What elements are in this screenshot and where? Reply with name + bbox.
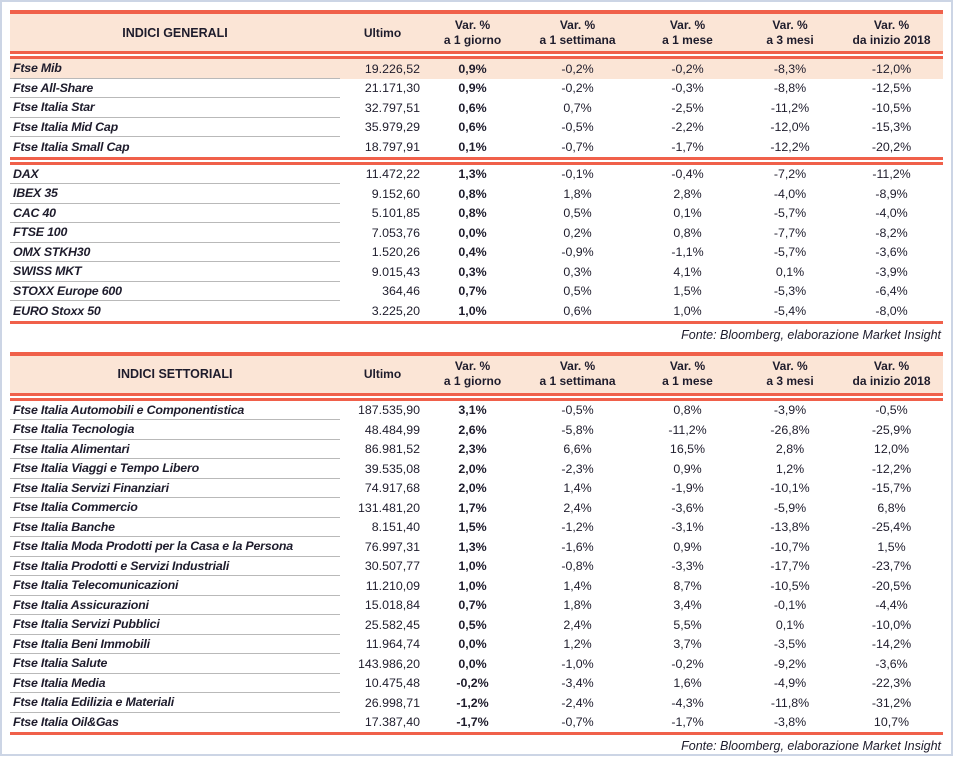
var-1d-value: 0,7% [425, 284, 520, 298]
var-ytd-value: -20,2% [840, 140, 943, 154]
index-name: Ftse Italia Viaggi e Tempo Libero [10, 459, 340, 479]
col-header-var-3-mesi [740, 18, 840, 48]
var-1d-value: 1,3% [425, 167, 520, 181]
var-1w-value: -0,1% [520, 167, 635, 181]
var-ytd-value: -22,3% [840, 676, 943, 690]
indici-generali-section [10, 10, 943, 347]
table-title: INDICI GENERALI [10, 26, 340, 40]
var-1d-value: 2,3% [425, 442, 520, 456]
var-3m-value: -3,9% [740, 403, 840, 417]
indici-settoriali-section [10, 352, 943, 758]
table-row [10, 693, 943, 713]
ultimo-value: 25.582,45 [340, 618, 425, 632]
table-row [10, 282, 943, 302]
var-ytd-value: -10,5% [840, 101, 943, 115]
var-3m-value: -10,1% [740, 481, 840, 495]
var-1m-value: -3,1% [635, 520, 740, 534]
var-1m-value: -3,6% [635, 501, 740, 515]
var-ytd-value: 1,5% [840, 540, 943, 554]
var-1w-value: -1,6% [520, 540, 635, 554]
var-1d-value: 1,0% [425, 579, 520, 593]
var-1m-value: 0,8% [635, 226, 740, 240]
var-1w-value: 1,8% [520, 598, 635, 612]
var-ytd-value: 12,0% [840, 442, 943, 456]
var-ytd-value: -4,4% [840, 598, 943, 612]
var-1m-value: -4,3% [635, 696, 740, 710]
var-1d-value: 0,0% [425, 657, 520, 671]
period-label: a 1 settimana [520, 33, 635, 48]
var-ytd-value: -12,5% [840, 81, 943, 95]
table-row [10, 596, 943, 616]
var-3m-value: -13,8% [740, 520, 840, 534]
var-label: Var. % [425, 359, 520, 374]
col-header-var-1-settimana [520, 359, 635, 389]
var-1d-value: 0,7% [425, 598, 520, 612]
var-ytd-value: 10,7% [840, 715, 943, 729]
var-1w-value: -0,7% [520, 715, 635, 729]
period-label: a 1 giorno [425, 374, 520, 389]
table-row [10, 401, 943, 421]
table-row [10, 262, 943, 282]
ultimo-value: 8.151,40 [340, 520, 425, 534]
var-1d-value: -0,2% [425, 676, 520, 690]
var-1d-value: -1,2% [425, 696, 520, 710]
var-1w-value: -0,5% [520, 403, 635, 417]
index-name: Ftse Italia Oil&Gas [10, 713, 340, 733]
var-1w-value: -0,2% [520, 81, 635, 95]
indici-settoriali-header [10, 356, 943, 393]
var-ytd-value: -4,0% [840, 206, 943, 220]
var-1w-value: -0,7% [520, 140, 635, 154]
index-name: Ftse Italia Media [10, 674, 340, 694]
col-header-var-1-mese [635, 18, 740, 48]
table-row [10, 118, 943, 138]
var-1m-value: -2,2% [635, 120, 740, 134]
var-ytd-value: -0,5% [840, 403, 943, 417]
ultimo-value: 9.015,43 [340, 265, 425, 279]
var-3m-value: -7,2% [740, 167, 840, 181]
ultimo-value: 76.997,31 [340, 540, 425, 554]
var-3m-value: -12,0% [740, 120, 840, 134]
ultimo-value: 19.226,52 [340, 62, 425, 76]
ultimo-value: 143.986,20 [340, 657, 425, 671]
var-1w-value: 0,2% [520, 226, 635, 240]
var-ytd-value: -8,0% [840, 304, 943, 318]
index-name: Ftse Mib [10, 59, 340, 79]
var-1d-value: 2,6% [425, 423, 520, 437]
var-label: Var. % [635, 18, 740, 33]
var-3m-value: -7,7% [740, 226, 840, 240]
table-row [10, 518, 943, 538]
var-1w-value: -1,2% [520, 520, 635, 534]
col-header-ultimo: Ultimo [340, 26, 425, 40]
var-label: Var. % [840, 18, 943, 33]
table-row [10, 223, 943, 243]
var-1m-value: -0,3% [635, 81, 740, 95]
var-1d-value: 0,3% [425, 265, 520, 279]
indici-generali-header [10, 14, 943, 51]
ultimo-value: 39.535,08 [340, 462, 425, 476]
var-1d-value: 0,0% [425, 226, 520, 240]
index-name: Ftse Italia Servizi Finanziari [10, 479, 340, 499]
var-ytd-value: -3,6% [840, 657, 943, 671]
period-label: a 1 settimana [520, 374, 635, 389]
var-3m-value: -4,0% [740, 187, 840, 201]
var-1w-value: 0,7% [520, 101, 635, 115]
ultimo-value: 30.507,77 [340, 559, 425, 573]
index-name: Ftse Italia Moda Prodotti per la Casa e la Persona [10, 537, 340, 557]
var-1m-value: -3,3% [635, 559, 740, 573]
var-label: Var. % [520, 18, 635, 33]
index-name: Ftse Italia Telecomunicazioni [10, 576, 340, 596]
group-separator-double-rule [10, 157, 943, 165]
var-label: Var. % [635, 359, 740, 374]
var-1m-value: 0,9% [635, 540, 740, 554]
col-header-var-3-mesi [740, 359, 840, 389]
var-1w-value: 1,4% [520, 481, 635, 495]
index-name: Ftse Italia Automobili e Componentistica [10, 401, 340, 421]
period-label: a 3 mesi [740, 374, 840, 389]
var-1m-value: 0,9% [635, 462, 740, 476]
ultimo-value: 5.101,85 [340, 206, 425, 220]
var-1w-value: 0,6% [520, 304, 635, 318]
var-1w-value: 1,8% [520, 187, 635, 201]
var-1d-value: 3,1% [425, 403, 520, 417]
table-row [10, 654, 943, 674]
period-label: a 1 mese [635, 33, 740, 48]
var-ytd-value: -25,4% [840, 520, 943, 534]
period-label: a 1 giorno [425, 33, 520, 48]
var-ytd-value: -10,0% [840, 618, 943, 632]
var-1d-value: 0,9% [425, 81, 520, 95]
table-title: INDICI SETTORIALI [10, 367, 340, 381]
european-indices-group [10, 165, 943, 321]
source-note: Fonte: Bloomberg, elaborazione Market Insight [10, 324, 943, 347]
index-name: Ftse Italia Banche [10, 518, 340, 538]
italian-indices-group [10, 59, 943, 157]
var-label: Var. % [740, 359, 840, 374]
ultimo-value: 17.387,40 [340, 715, 425, 729]
var-1w-value: -0,9% [520, 245, 635, 259]
var-3m-value: -26,8% [740, 423, 840, 437]
index-name: SWISS MKT [10, 262, 340, 282]
var-3m-value: -11,8% [740, 696, 840, 710]
index-name: Ftse Italia Small Cap [10, 137, 340, 157]
var-1m-value: 1,0% [635, 304, 740, 318]
table-row [10, 479, 943, 499]
var-label: Var. % [425, 18, 520, 33]
var-1d-value: -1,7% [425, 715, 520, 729]
index-name: Ftse Italia Beni Immobili [10, 635, 340, 655]
var-3m-value: -10,7% [740, 540, 840, 554]
col-header-var-1-giorno [425, 359, 520, 389]
var-1m-value: -11,2% [635, 423, 740, 437]
sector-indices-group [10, 401, 943, 733]
header-bottom-double-rule [10, 393, 943, 401]
index-name: STOXX Europe 600 [10, 282, 340, 302]
var-3m-value: 2,8% [740, 442, 840, 456]
var-3m-value: -4,9% [740, 676, 840, 690]
var-1w-value: -1,0% [520, 657, 635, 671]
var-3m-value: -11,2% [740, 101, 840, 115]
var-1m-value: 16,5% [635, 442, 740, 456]
period-label: da inizio 2018 [840, 374, 943, 389]
ultimo-value: 86.981,52 [340, 442, 425, 456]
var-1w-value: 6,6% [520, 442, 635, 456]
var-1m-value: 1,5% [635, 284, 740, 298]
index-name: Ftse Italia Assicurazioni [10, 596, 340, 616]
index-name: FTSE 100 [10, 223, 340, 243]
var-3m-value: -3,8% [740, 715, 840, 729]
var-3m-value: -17,7% [740, 559, 840, 573]
col-header-var-1-mese [635, 359, 740, 389]
ultimo-value: 18.797,91 [340, 140, 425, 154]
var-3m-value: 0,1% [740, 618, 840, 632]
index-name: Ftse Italia Edilizia e Materiali [10, 693, 340, 713]
var-ytd-value: -15,3% [840, 120, 943, 134]
col-header-var-1-giorno [425, 18, 520, 48]
var-label: Var. % [520, 359, 635, 374]
var-1w-value: 2,4% [520, 501, 635, 515]
var-1d-value: 0,8% [425, 206, 520, 220]
var-3m-value: -0,1% [740, 598, 840, 612]
var-ytd-value: -8,2% [840, 226, 943, 240]
table-row [10, 98, 943, 118]
var-1m-value: 3,4% [635, 598, 740, 612]
ultimo-value: 1.520,26 [340, 245, 425, 259]
var-3m-value: -5,9% [740, 501, 840, 515]
table-row [10, 537, 943, 557]
var-ytd-value: -31,2% [840, 696, 943, 710]
var-1w-value: -0,2% [520, 62, 635, 76]
var-1w-value: 0,5% [520, 284, 635, 298]
var-ytd-value: -23,7% [840, 559, 943, 573]
ultimo-value: 131.481,20 [340, 501, 425, 515]
index-name: Ftse Italia Commercio [10, 498, 340, 518]
var-ytd-value: 6,8% [840, 501, 943, 515]
var-1m-value: -0,2% [635, 657, 740, 671]
var-3m-value: -9,2% [740, 657, 840, 671]
var-ytd-value: -3,9% [840, 265, 943, 279]
index-name: OMX STKH30 [10, 243, 340, 263]
var-ytd-value: -12,0% [840, 62, 943, 76]
var-ytd-value: -20,5% [840, 579, 943, 593]
table-row [10, 301, 943, 321]
index-name: Ftse Italia Salute [10, 654, 340, 674]
var-1d-value: 1,3% [425, 540, 520, 554]
var-1m-value: 0,1% [635, 206, 740, 220]
var-1d-value: 1,0% [425, 304, 520, 318]
table-row [10, 713, 943, 733]
var-ytd-value: -11,2% [840, 167, 943, 181]
var-1m-value: 8,7% [635, 579, 740, 593]
var-label: Var. % [740, 18, 840, 33]
index-name: IBEX 35 [10, 184, 340, 204]
var-ytd-value: -8,9% [840, 187, 943, 201]
var-ytd-value: -25,9% [840, 423, 943, 437]
table-row [10, 459, 943, 479]
table-row [10, 498, 943, 518]
var-3m-value: -5,3% [740, 284, 840, 298]
var-1d-value: 0,4% [425, 245, 520, 259]
period-label: a 3 mesi [740, 33, 840, 48]
table-row [10, 165, 943, 185]
var-1w-value: 1,2% [520, 637, 635, 651]
var-ytd-value: -3,6% [840, 245, 943, 259]
ultimo-value: 11.472,22 [340, 167, 425, 181]
index-name: Ftse All-Share [10, 79, 340, 99]
var-3m-value: 0,1% [740, 265, 840, 279]
table-row [10, 243, 943, 263]
ultimo-value: 21.171,30 [340, 81, 425, 95]
var-1m-value: 0,8% [635, 403, 740, 417]
var-1m-value: -0,4% [635, 167, 740, 181]
index-name: Ftse Italia Star [10, 98, 340, 118]
var-1m-value: 3,7% [635, 637, 740, 651]
var-1d-value: 0,9% [425, 62, 520, 76]
var-ytd-value: -14,2% [840, 637, 943, 651]
ultimo-value: 10.475,48 [340, 676, 425, 690]
ultimo-value: 3.225,20 [340, 304, 425, 318]
ultimo-value: 74.917,68 [340, 481, 425, 495]
ultimo-value: 26.998,71 [340, 696, 425, 710]
index-name: EURO Stoxx 50 [10, 301, 340, 321]
index-name: Ftse Italia Tecnologia [10, 420, 340, 440]
var-1d-value: 0,0% [425, 637, 520, 651]
ultimo-value: 35.979,29 [340, 120, 425, 134]
var-1d-value: 0,1% [425, 140, 520, 154]
index-name: Ftse Italia Mid Cap [10, 118, 340, 138]
var-1w-value: 0,3% [520, 265, 635, 279]
var-1d-value: 0,6% [425, 101, 520, 115]
var-1w-value: 1,4% [520, 579, 635, 593]
var-1d-value: 1,0% [425, 559, 520, 573]
var-1w-value: -2,3% [520, 462, 635, 476]
var-3m-value: -5,7% [740, 206, 840, 220]
ultimo-value: 15.018,84 [340, 598, 425, 612]
var-1d-value: 0,6% [425, 120, 520, 134]
table-row [10, 635, 943, 655]
index-name: Ftse Italia Servizi Pubblici [10, 615, 340, 635]
table-row [10, 557, 943, 577]
ultimo-value: 364,46 [340, 284, 425, 298]
var-1m-value: 1,6% [635, 676, 740, 690]
var-1m-value: -2,5% [635, 101, 740, 115]
table-row [10, 674, 943, 694]
var-1w-value: -2,4% [520, 696, 635, 710]
var-1m-value: -1,1% [635, 245, 740, 259]
var-1m-value: -1,7% [635, 140, 740, 154]
index-name: Ftse Italia Alimentari [10, 440, 340, 460]
var-3m-value: -3,5% [740, 637, 840, 651]
var-3m-value: -12,2% [740, 140, 840, 154]
ultimo-value: 48.484,99 [340, 423, 425, 437]
table-row [10, 79, 943, 99]
var-1m-value: -0,2% [635, 62, 740, 76]
var-3m-value: -5,4% [740, 304, 840, 318]
var-1m-value: 4,1% [635, 265, 740, 279]
col-header-var-inizio-2018 [840, 359, 943, 389]
source-note: Fonte: Bloomberg, elaborazione Market Insight [10, 735, 943, 758]
var-ytd-value: -12,2% [840, 462, 943, 476]
var-3m-value: -8,3% [740, 62, 840, 76]
table-row [10, 576, 943, 596]
var-1d-value: 2,0% [425, 462, 520, 476]
table-row [10, 615, 943, 635]
period-label: da inizio 2018 [840, 33, 943, 48]
var-1m-value: -1,9% [635, 481, 740, 495]
index-name: DAX [10, 165, 340, 185]
var-ytd-value: -15,7% [840, 481, 943, 495]
index-name: CAC 40 [10, 204, 340, 224]
ultimo-value: 187.535,90 [340, 403, 425, 417]
table-row [10, 440, 943, 460]
var-ytd-value: -6,4% [840, 284, 943, 298]
col-header-var-inizio-2018 [840, 18, 943, 48]
var-1d-value: 0,8% [425, 187, 520, 201]
var-1w-value: 2,4% [520, 618, 635, 632]
var-3m-value: -8,8% [740, 81, 840, 95]
var-3m-value: 1,2% [740, 462, 840, 476]
col-header-var-1-settimana [520, 18, 635, 48]
var-3m-value: -5,7% [740, 245, 840, 259]
var-1w-value: -0,8% [520, 559, 635, 573]
var-1w-value: 0,5% [520, 206, 635, 220]
table-row [10, 59, 943, 79]
ultimo-value: 11.964,74 [340, 637, 425, 651]
table-row [10, 184, 943, 204]
var-1d-value: 1,7% [425, 501, 520, 515]
var-1w-value: -5,8% [520, 423, 635, 437]
var-3m-value: -10,5% [740, 579, 840, 593]
ultimo-value: 11.210,09 [340, 579, 425, 593]
var-1d-value: 2,0% [425, 481, 520, 495]
var-1w-value: -3,4% [520, 676, 635, 690]
ultimo-value: 32.797,51 [340, 101, 425, 115]
table-row [10, 137, 943, 157]
col-header-ultimo: Ultimo [340, 367, 425, 381]
var-label: Var. % [840, 359, 943, 374]
var-1m-value: -1,7% [635, 715, 740, 729]
header-bottom-double-rule [10, 51, 943, 59]
var-1m-value: 5,5% [635, 618, 740, 632]
var-1d-value: 0,5% [425, 618, 520, 632]
var-1d-value: 1,5% [425, 520, 520, 534]
ultimo-value: 7.053,76 [340, 226, 425, 240]
var-1m-value: 2,8% [635, 187, 740, 201]
table-row [10, 420, 943, 440]
index-name: Ftse Italia Prodotti e Servizi Industriali [10, 557, 340, 577]
var-1w-value: -0,5% [520, 120, 635, 134]
table-row [10, 204, 943, 224]
ultimo-value: 9.152,60 [340, 187, 425, 201]
period-label: a 1 mese [635, 374, 740, 389]
